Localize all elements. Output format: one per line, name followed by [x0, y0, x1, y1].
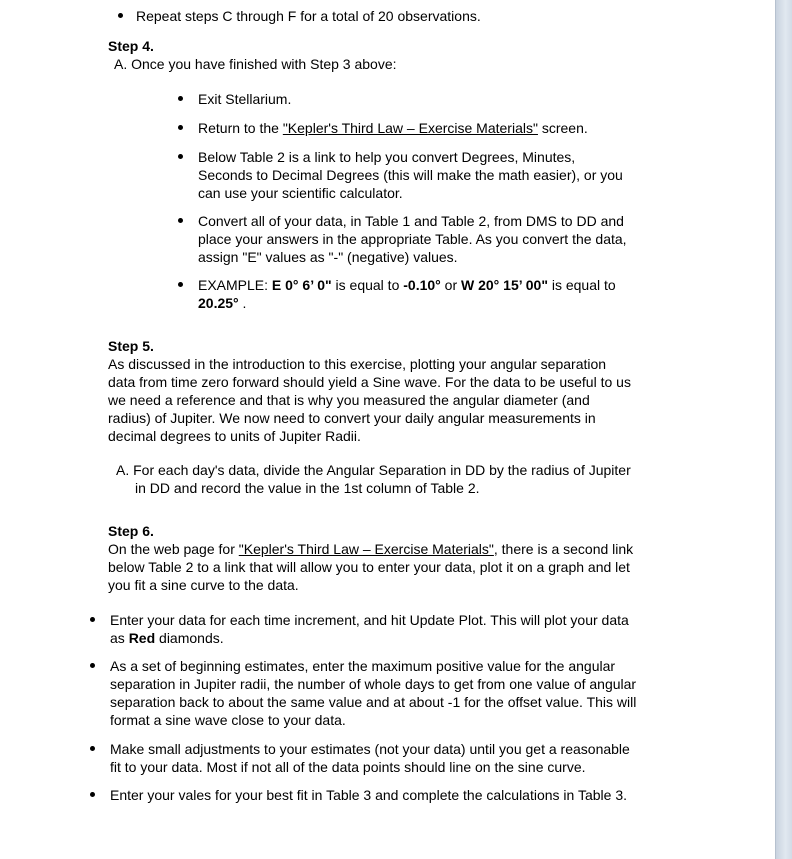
estimates-line3: separation back to about the same value and at about -1 for the offset value. This will: [110, 694, 637, 710]
bullet-icon: [90, 617, 95, 622]
bullet-icon: [178, 96, 183, 101]
example-line1: [198, 276, 616, 294]
bullet-icon: [90, 792, 95, 797]
return-to-screen-text: [198, 119, 588, 137]
convert-line1: Convert all of your data, in Table 1 and Table 2, from DMS to DD and: [198, 213, 624, 229]
return-pre: Return to the: [198, 120, 283, 136]
enter-data-line1: Enter your data for each time increment, and hit Update Plot. This will plot your data: [110, 612, 629, 628]
bullet-icon: [118, 13, 123, 18]
example-or: or: [440, 277, 461, 293]
example-period: .: [238, 295, 247, 311]
bullet-icon: [178, 282, 183, 287]
table2-link-line3: can use your scientific calculator.: [198, 185, 403, 201]
red-text: Red: [128, 630, 156, 646]
step6-pre: On the web page for: [108, 541, 239, 557]
estimates-line4: format a sine wave close to your data.: [110, 712, 346, 728]
table2-link-line1: Below Table 2 is a link to help you convert Degrees, Minutes,: [198, 149, 576, 165]
step5-a-line1: A. For each day's data, divide the Angular Separation in DD by the radius of Jupiter: [116, 462, 631, 478]
step6-heading: Step 6.: [108, 523, 154, 539]
as-text: as: [110, 630, 129, 646]
step5-para-line1: As discussed in the introduction to this exercise, plotting your angular separation: [108, 356, 607, 372]
example-west-dms: W 20° 15’ 00": [461, 277, 548, 293]
estimates-line2: separation in Jupiter radii, the number of whole days to get from one value of angular: [110, 676, 637, 692]
return-post: screen.: [537, 120, 588, 136]
bullet-icon: [90, 663, 95, 668]
convert-line3: assign "E" values as "-" (negative) values.: [198, 249, 458, 265]
step4-intro: A. Once you have finished with Step 3 above:: [114, 56, 397, 72]
step5-heading: Step 5.: [108, 338, 154, 354]
adjust-line1: Make small adjustments to your estimates (not your data) until you get a reasonable: [110, 741, 630, 757]
example-equal2: is equal to: [547, 277, 616, 293]
step6-para-line1: [108, 540, 633, 558]
step5-para-line5: decimal degrees to units of Jupiter Radii.: [108, 428, 361, 444]
diamonds-text: diamonds.: [155, 630, 224, 646]
step4-heading: Step 4.: [108, 38, 154, 54]
example-west-dd: 20.25°: [198, 295, 239, 311]
step5-para-line2: data from time zero forward should yield a Sine wave. For the data to be useful to us: [108, 374, 631, 390]
repeat-steps-text: Repeat steps C through F for a total of 20 observations.: [136, 8, 481, 24]
convert-line2: place your answers in the appropriate Table. As you convert the data,: [198, 231, 627, 247]
table2-link-line2: Seconds to Decimal Degrees (this will make the math easier), or you: [198, 167, 623, 183]
example-line2: [198, 294, 246, 312]
example-east-dd: -0.10°: [403, 277, 441, 293]
example-label: EXAMPLE:: [198, 277, 272, 293]
adjust-line2: fit to your data. Most if not all of the data points should line on the sine curve.: [110, 759, 586, 775]
bullet-icon: [178, 218, 183, 223]
bullet-icon: [178, 125, 183, 130]
example-east-dms: E 0° 6’ 0": [271, 277, 332, 293]
step6-para-line2: below Table 2 to a link that will allow you to enter your data, plot it on a graph and let: [108, 559, 630, 575]
bullet-icon: [178, 154, 183, 159]
example-equal1: is equal to: [331, 277, 404, 293]
bullet-icon: [90, 746, 95, 751]
exercise-materials-link-2[interactable]: "Kepler's Third Law – Exercise Materials": [238, 541, 494, 557]
step6-post: , there is a second link: [493, 541, 634, 557]
exit-stellarium-text: Exit Stellarium.: [198, 91, 292, 107]
exercise-materials-link[interactable]: "Kepler's Third Law – Exercise Materials": [282, 120, 538, 136]
step5-a-line2: in DD and record the value in the 1st column of Table 2.: [135, 480, 480, 496]
best-fit-text: Enter your vales for your best fit in Table 3 and complete the calculations in Table 3.: [110, 787, 628, 803]
step6-para-line3: you fit a sine curve to the data.: [108, 577, 299, 593]
step5-para-line4: radius) of Jupiter. We now need to convert your daily angular measurements in: [108, 410, 596, 426]
step5-para-line3: we need a reference and that is why you measured the angular diameter (and: [108, 392, 590, 408]
enter-data-line2: [110, 629, 224, 647]
vertical-scrollbar[interactable]: [775, 0, 792, 859]
estimates-line1: As a set of beginning estimates, enter the maximum positive value for the angular: [110, 658, 616, 674]
